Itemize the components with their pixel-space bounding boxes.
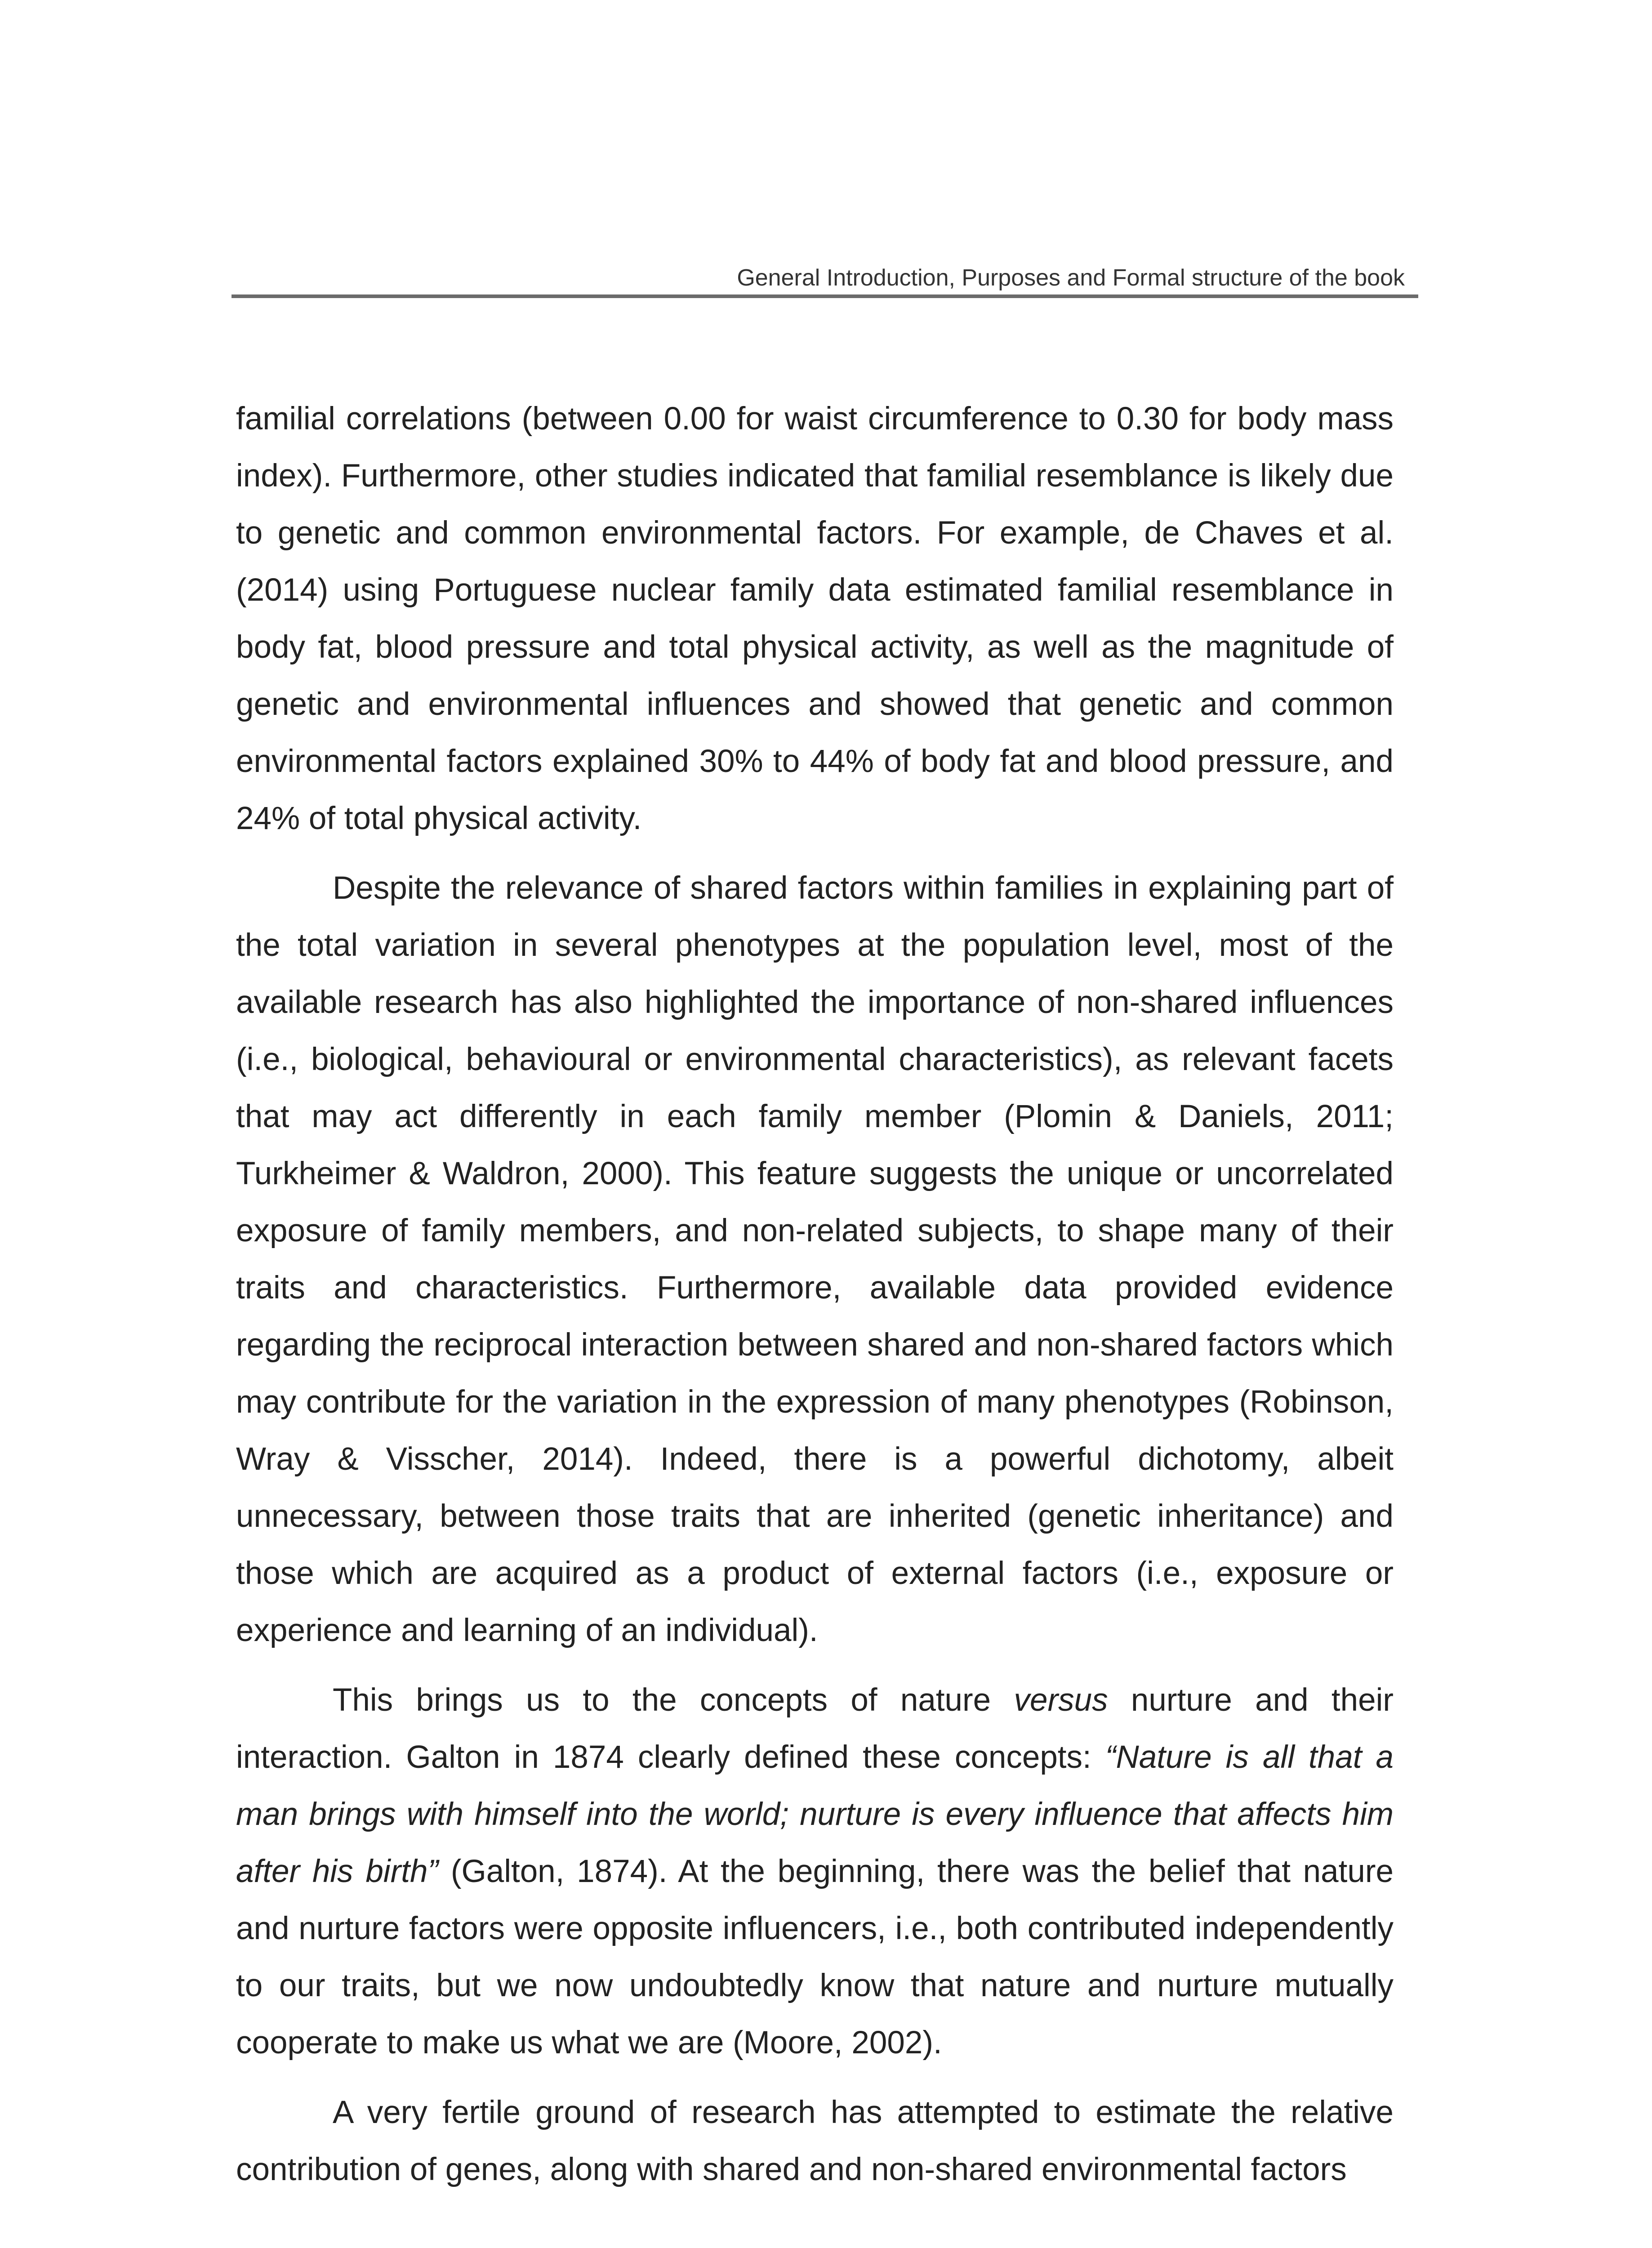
- p3-text-2: nurture and their interaction. Galton in 1874 clearly defined these concepts:: [236, 1682, 1394, 1775]
- p3-text-3: (Galton, 1874). At the beginning, there was the belief that nature and nurture factors were opposite influencers, i.e., both contributed independently to our traits, but we now undoubtedly know that nature and nurture mutually cooperate to make us what we are (Moore, 2002).: [236, 1854, 1394, 2061]
- p3-text-1: This brings us to the concepts of nature: [333, 1682, 1014, 1718]
- body-text: [236, 390, 1394, 2198]
- running-header: General Introduction, Purposes and Formal structure of the book: [737, 265, 1405, 291]
- p3-italic-versus: versus: [1014, 1682, 1108, 1718]
- paragraph-nature-nurture: [236, 1672, 1394, 2071]
- header-rule: [232, 294, 1418, 298]
- paragraph-continuation: familial correlations (between 0.00 for waist circumference to 0.30 for body mass index). Furthermore, other studies indicated that familial resemblance is likely due to genetic and common environmental factors. For example, de Chaves et al. (2014) using Portuguese nuclear family data estimated familial resemblance in body fat, blood pressure and total physical activity, as well as the magnitude of genetic and environmental influences and showed that genetic and common environmental factors explained 30% to 44% of body fat and blood pressure, and 24% of total physical activity.: [236, 401, 1394, 836]
- paragraph-research-ground: A very fertile ground of research has attempted to estimate the relative contribution of genes, along with shared and non-shared environmental factors: [236, 2095, 1394, 2187]
- p3-galton-quote: “Nature is all that a man brings with himself into the world; nurture is every influence that affects him after his birth”: [236, 1740, 1394, 1889]
- paragraph-shared-factors: Despite the relevance of shared factors within families in explaining part of the total variation in several phenotypes at the population level, most of the available research has also highlighted the importance of non-shared influences (i.e., biological, behavioural or environmental characteristics), as relevant facets that may act differently in each family member (Plomin & Daniels, 2011; Turkheimer & Waldron, 2000). This feature suggests the unique or uncorrelated exposure of family members, and non-related subjects, to shape many of their traits and characteristics. Furthermore, available data provided evidence regarding the reciprocal interaction between shared and non-shared factors which may contribute for the variation in the expression of many phenotypes (Robinson, Wray & Visscher, 2014). Indeed, there is a powerful dichotomy, albeit unnecessary, between those traits that are inherited (genetic inheritance) and those which are acquired as a product of external factors (i.e., exposure or experience and learning of an individual).: [236, 870, 1394, 1648]
